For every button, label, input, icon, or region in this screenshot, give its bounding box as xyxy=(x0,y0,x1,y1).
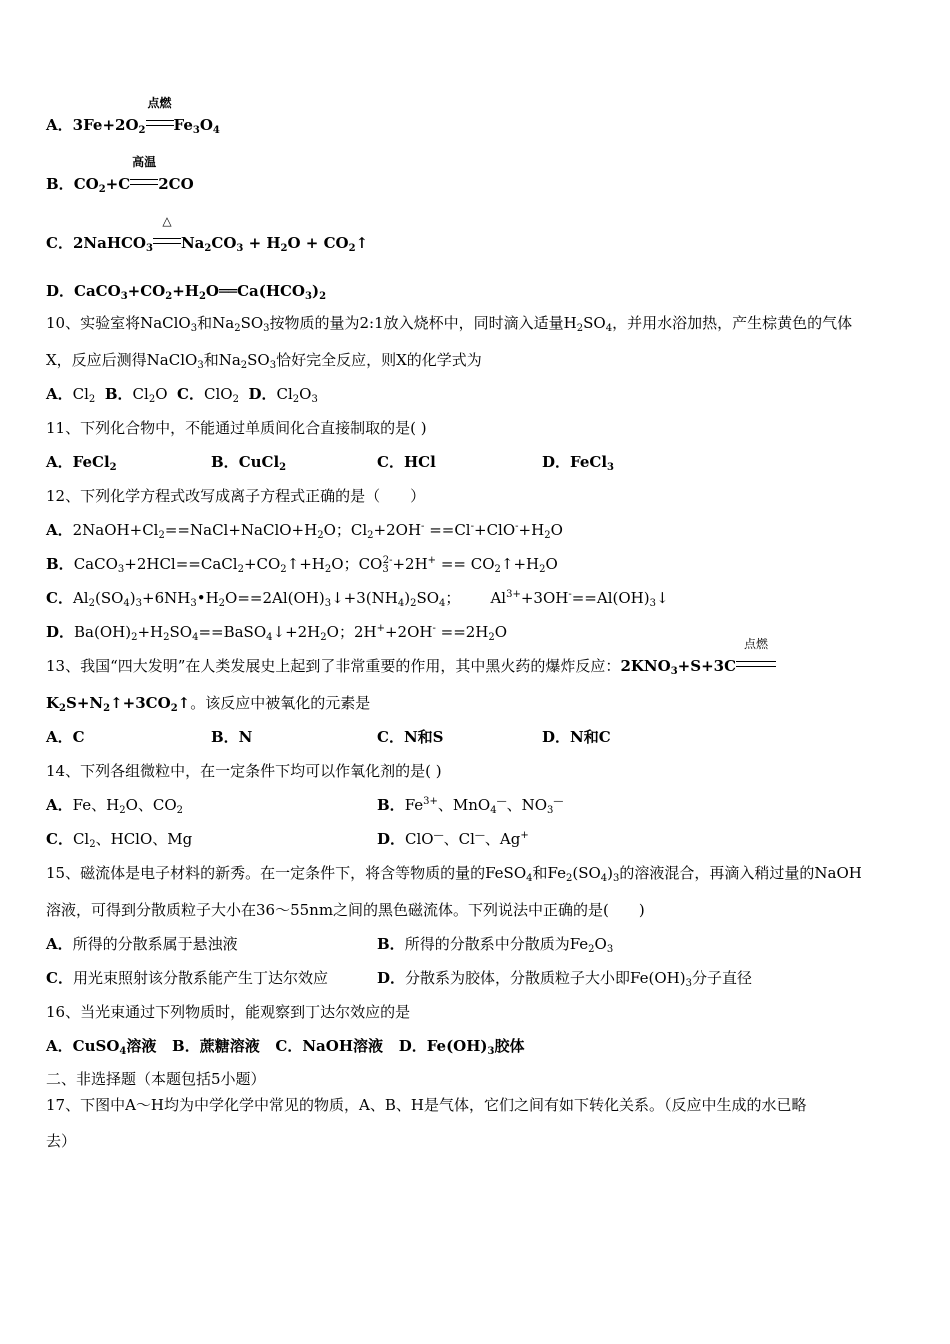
formula-text: 3Fe+2O xyxy=(72,116,139,134)
option-label: C． xyxy=(46,589,73,607)
option-label: D． xyxy=(542,453,571,471)
superscript: 3+ xyxy=(423,796,438,807)
formula-text: ↑+H xyxy=(500,555,540,573)
q13-option-a: A．C xyxy=(46,728,85,746)
formula-text: Cl xyxy=(72,830,90,848)
formula-text: +H xyxy=(172,282,199,300)
subscript: 3 xyxy=(613,873,620,884)
subscript: 2 xyxy=(279,462,287,473)
option-label: B． xyxy=(211,453,239,471)
subscript: 3 xyxy=(135,598,143,609)
superscript: — xyxy=(474,830,485,841)
reaction-condition xyxy=(736,637,776,676)
option-label: B． xyxy=(46,175,74,193)
subscript: 2 xyxy=(89,839,96,850)
q14-option-a xyxy=(46,795,183,815)
subscript: 3 xyxy=(649,598,656,609)
formula-text: CuCl xyxy=(238,453,280,471)
subscript: 3 xyxy=(670,666,678,677)
superscript: + xyxy=(427,555,437,566)
option-label: A． xyxy=(46,521,73,539)
formula-text: Fe(OH) xyxy=(426,1037,488,1055)
subscript: 3 xyxy=(606,944,614,955)
subscript: 2 xyxy=(131,632,138,643)
formula-text: Na xyxy=(180,234,205,252)
formula-text: SO xyxy=(416,589,440,607)
formula-text: 、NO xyxy=(506,796,548,814)
formula-text: Fe、H xyxy=(72,796,120,814)
subscript: 3 xyxy=(607,462,614,473)
subscript: 2 xyxy=(576,323,584,334)
stem-text: 10、实验室将NaClO xyxy=(46,314,191,332)
formula-text: ↑+H xyxy=(286,555,325,573)
formula-text: O xyxy=(545,555,558,573)
superscript: + xyxy=(376,623,385,634)
subscript: 4 xyxy=(605,323,613,334)
option-label: C． xyxy=(177,385,204,403)
subscript: 3 xyxy=(487,1046,495,1057)
reaction-condition xyxy=(146,96,174,135)
stem-text: ，并用水浴加热，产生棕黄色的气体 xyxy=(612,314,853,332)
subscript: 2 xyxy=(119,805,126,816)
formula-text: CO xyxy=(211,234,237,252)
formula-text: ==Al(OH) xyxy=(571,589,650,607)
reaction-condition xyxy=(130,155,158,194)
formula-text: ↑ xyxy=(355,234,369,252)
q11-option-d xyxy=(542,452,614,472)
formula-text: CaCO xyxy=(73,555,118,573)
option-text: 溶液 xyxy=(126,1037,157,1055)
formula-text: O==2Al(OH) xyxy=(225,589,325,607)
formula-text: O xyxy=(299,385,312,403)
q11-stem xyxy=(46,418,427,438)
q15-option-c xyxy=(46,968,328,988)
option-label: A． xyxy=(46,1037,73,1055)
subscript: 3 xyxy=(269,360,277,371)
superscript: - xyxy=(568,589,572,600)
condition-label: 高温 xyxy=(132,155,157,169)
stem-text: 恰好完全反应，则X的化学式为 xyxy=(276,351,482,369)
reaction-condition xyxy=(153,214,181,253)
stem-text: 和Fe xyxy=(532,864,566,882)
formula-text: +2OH xyxy=(373,521,422,539)
formula-text: 、Cl xyxy=(443,830,475,848)
formula-text: O xyxy=(205,282,219,300)
subscript: 3 xyxy=(263,323,270,334)
subscript: 2 xyxy=(218,598,226,609)
formula-text: + H xyxy=(243,234,281,252)
q15-option-b xyxy=(377,934,613,954)
formula-text: Cl xyxy=(132,385,149,403)
formula-text: ↓+2H xyxy=(272,623,321,641)
subscript: 4 xyxy=(212,125,220,136)
formula-text: +CO xyxy=(127,282,166,300)
option-label: A． xyxy=(46,935,73,953)
subscript: 4 xyxy=(600,873,608,884)
subscript: 3 xyxy=(311,394,318,405)
option-label: B． xyxy=(377,935,405,953)
subscript: 2 xyxy=(565,873,573,884)
q16-stem xyxy=(46,1002,410,1022)
q16-options xyxy=(46,1036,525,1056)
option-label: C． xyxy=(377,453,404,471)
formula-text: Cl xyxy=(276,385,293,403)
option-label: B． xyxy=(104,385,133,403)
formula-text: ==Cl xyxy=(424,521,471,539)
option-text: 所得的分散系属于悬浊液 xyxy=(72,935,238,953)
q16-option-b: B．蔗糖溶液 xyxy=(172,1037,260,1055)
equals-sign xyxy=(736,661,776,667)
q10-options xyxy=(46,384,318,404)
formula-text: +C xyxy=(105,175,131,193)
stem-text: 去） xyxy=(46,1132,77,1150)
stem-text: ) xyxy=(607,864,614,882)
stem-text: SO xyxy=(240,314,264,332)
subscript: 2 xyxy=(240,360,248,371)
condition-label: 点燃 xyxy=(147,96,172,110)
superscript: - xyxy=(470,521,474,532)
q10-stem-line1 xyxy=(46,313,852,333)
option-text: 分子直径 xyxy=(691,969,752,987)
option-label: B． xyxy=(46,555,74,573)
formula-text: ) xyxy=(129,589,136,607)
formula-text: +H xyxy=(137,623,164,641)
option-label: D． xyxy=(46,282,75,300)
section-title: 二、非选择题（本题包括5小题） xyxy=(46,1070,266,1088)
option-label: D． xyxy=(46,623,75,641)
formula-text: O xyxy=(550,521,563,539)
formula-text: +3OH xyxy=(520,589,569,607)
q9-option-c xyxy=(46,214,369,254)
stem-text: 12、下列化学方程式改写成离子方程式正确的是（ ） xyxy=(46,487,426,505)
stem-text: 16、当光束通过下列物质时，能观察到丁达尔效应的是 xyxy=(46,1003,411,1021)
formula-text: FeCl xyxy=(72,453,110,471)
subscript: 4 xyxy=(439,598,446,609)
q13-option-b: B．N xyxy=(211,728,253,746)
superscript: 2- xyxy=(382,555,393,566)
formula-text: +CO xyxy=(243,555,281,573)
formula-text: +2OH xyxy=(384,623,433,641)
subscript: 3 xyxy=(324,598,332,609)
subscript: 2 xyxy=(539,564,546,575)
formula-text: Fe xyxy=(173,116,193,134)
option-label: A． xyxy=(46,116,73,134)
option-label: D． xyxy=(398,1037,427,1055)
subscript: 2 xyxy=(59,703,67,714)
stem-text: SO xyxy=(583,314,606,332)
subscript: 3 xyxy=(117,564,125,575)
subscript: 3 xyxy=(382,564,389,575)
formula-text: +H xyxy=(518,521,545,539)
subscript: 2 xyxy=(488,632,495,643)
subscript: 3 xyxy=(190,598,197,609)
stem-text: 17、下图中A～H均为中学化学中常见的物质，A、B、H是气体，它们之间有如下转化关系。（反应中生成的水已略 xyxy=(46,1096,807,1114)
q10-stem-line2 xyxy=(46,350,482,370)
q9-option-b xyxy=(46,155,194,195)
formula-text: +2H xyxy=(392,555,428,573)
formula-text: Cl xyxy=(72,385,89,403)
formula-text: ) xyxy=(404,589,411,607)
subscript: 4 xyxy=(490,805,497,816)
formula-text: ； xyxy=(445,589,461,607)
stem-text: 13、我国“四大发明”在人类发展史上起到了非常重要的作用，其中黑火药的爆炸反应： xyxy=(46,657,621,675)
q15-option-a xyxy=(46,934,238,954)
subscript: 2 xyxy=(232,394,239,405)
subscript: 2 xyxy=(320,632,327,643)
subscript: 2 xyxy=(88,598,95,609)
formula-text: ClO xyxy=(405,830,434,848)
subscript: 2 xyxy=(324,564,332,575)
q15-stem-line1 xyxy=(46,863,862,883)
q13-stem-line1 xyxy=(46,637,776,677)
q15-option-d xyxy=(377,968,752,988)
formula-text: S+N xyxy=(66,694,104,712)
formula-text: O、CO xyxy=(125,796,177,814)
subscript: 2 xyxy=(103,703,111,714)
stem-text: 和Na xyxy=(203,351,241,369)
subscript: 2 xyxy=(280,564,287,575)
subscript: 2 xyxy=(98,184,106,195)
formula-text: O；Cl xyxy=(323,521,368,539)
formula-text: CuSO xyxy=(72,1037,120,1055)
subscript: 2 xyxy=(410,598,417,609)
equals-sign xyxy=(146,120,174,126)
q16-option-c: C．NaOH溶液 xyxy=(275,1037,384,1055)
formula-text: O；CO xyxy=(331,555,383,573)
superscript: - xyxy=(515,521,519,532)
formula-text: ↓ xyxy=(655,589,669,607)
q12-option-a xyxy=(46,520,563,540)
formula-text: +S+3C xyxy=(677,657,737,675)
subscript: 2 xyxy=(367,530,374,541)
stem-text: 。该反应中被氧化的元素是 xyxy=(190,694,371,712)
formula-text: SO xyxy=(169,623,193,641)
subscript: 2 xyxy=(163,632,170,643)
formula-text: O；2H xyxy=(326,623,377,641)
formula-text: Fe xyxy=(404,796,424,814)
subscript: 2 xyxy=(292,394,300,405)
subscript: 2 xyxy=(317,530,324,541)
q12-option-d xyxy=(46,622,507,642)
formula-text: FeCl xyxy=(570,453,608,471)
formula-text: O xyxy=(155,385,168,403)
formula-text: (SO xyxy=(94,589,124,607)
condition-label: △ xyxy=(162,214,172,228)
option-label: A． xyxy=(46,453,73,471)
subscript: 2 xyxy=(319,291,327,302)
stem-text: 14、下列各组微粒中，在一定条件下均可以作氧化剂的是( ) xyxy=(46,762,442,780)
subscript: 2 xyxy=(544,530,551,541)
formula-text: ↑+3CO xyxy=(110,694,171,712)
subscript: 2 xyxy=(348,243,356,254)
section-heading xyxy=(46,1069,266,1089)
q17-stem-line2 xyxy=(46,1131,76,1151)
formula-text: ) xyxy=(311,282,320,300)
formula-text: O + CO xyxy=(287,234,349,252)
subscript: 2 xyxy=(494,564,501,575)
option-text: O xyxy=(594,935,607,953)
formula-text: O xyxy=(494,623,508,641)
option-text: 胶体 xyxy=(494,1037,525,1055)
formula-text: 、HClO、Mg xyxy=(95,830,193,848)
subscript: 4 xyxy=(192,632,199,643)
option-label: A． xyxy=(46,796,73,814)
formula-text: 、Ag xyxy=(484,830,521,848)
superscript: — xyxy=(553,796,564,807)
subscript: 4 xyxy=(119,1046,127,1057)
formula-text: ==2H xyxy=(435,623,489,641)
formula-text: == CO xyxy=(436,555,495,573)
formula-text: K xyxy=(46,694,60,712)
stem-text: X，反应后测得NaClO xyxy=(46,351,198,369)
subscript: 2 xyxy=(165,291,173,302)
stem-text: (SO xyxy=(572,864,601,882)
subscript: 2 xyxy=(138,125,146,136)
superscript: — xyxy=(433,830,444,841)
subscript: 3 xyxy=(120,291,128,302)
subscript: 3 xyxy=(197,360,204,371)
q14-option-d xyxy=(377,829,529,849)
q14-option-b xyxy=(377,795,563,815)
formula-text: 2NaOH+Cl xyxy=(72,521,159,539)
subscript: 2 xyxy=(148,394,156,405)
equals-sign xyxy=(153,238,181,244)
q15-stem-line2 xyxy=(46,900,645,920)
subscript: 2 xyxy=(109,462,117,473)
option-label: C． xyxy=(46,830,73,848)
option-label: A． xyxy=(46,385,73,403)
subscript: 3 xyxy=(547,805,554,816)
option-label: D． xyxy=(377,830,406,848)
formula-text: 2NaHCO xyxy=(72,234,146,252)
subscript: 2 xyxy=(237,564,244,575)
superscript: + xyxy=(520,830,529,841)
formula-text: ClO xyxy=(204,385,233,403)
formula-text: O xyxy=(199,116,213,134)
stem-text: 溶液，可得到分散质粒子大小在36～55nm之间的黑色磁流体。下列说法中正确的是( ) xyxy=(46,901,645,919)
q9-option-d xyxy=(46,281,326,301)
formula-text: CaCO xyxy=(74,282,121,300)
formula-text: 、MnO xyxy=(437,796,491,814)
stem-text: 11、下列化合物中，不能通过单质间化合直接制取的是( ) xyxy=(46,419,427,437)
superscript: 3+ xyxy=(506,589,521,600)
formula-text: HCl xyxy=(403,453,436,471)
subscript: 2 xyxy=(280,243,288,254)
option-text: 分散系为胶体，分散质粒子大小即Fe(OH) xyxy=(405,969,686,987)
stem-text: 按物质的量为2:1放入烧杯中，同时滴入适量H xyxy=(269,314,577,332)
superscript: - xyxy=(432,623,436,634)
subscript: 2 xyxy=(234,323,241,334)
subscript: 4 xyxy=(123,598,130,609)
formula-text: Ba(OH) xyxy=(74,623,132,641)
q14-option-c xyxy=(46,829,192,849)
formula-text: +ClO xyxy=(474,521,516,539)
option-label: C． xyxy=(46,234,73,252)
subscript: 4 xyxy=(266,632,273,643)
formula-text: CO xyxy=(73,175,99,193)
q17-stem-line1 xyxy=(46,1095,806,1115)
stem-text: SO xyxy=(247,351,270,369)
option-text: 用光束照射该分散系能产生丁达尔效应 xyxy=(72,969,328,987)
formula-text: ↑ xyxy=(177,694,191,712)
q11-option-b xyxy=(211,452,286,472)
q11-option-c xyxy=(377,452,436,472)
q13-option-d: D．N和C xyxy=(542,728,611,746)
q12-stem xyxy=(46,486,425,506)
equals-sign xyxy=(130,179,158,185)
option-label: D． xyxy=(248,385,277,403)
formula-text: ↓+3(NH xyxy=(331,589,398,607)
formula-text: Ca(HCO xyxy=(237,282,305,300)
q13-stem-line2 xyxy=(46,693,370,713)
formula-text: ==NaCl+NaClO+H xyxy=(164,521,318,539)
q13-option-c: C．N和S xyxy=(377,728,444,746)
stem-text: 15、磁流体是电子材料的新秀。在一定条件下，将含等物质的量的FeSO xyxy=(46,864,527,882)
option-label: D． xyxy=(377,969,406,987)
q11-option-a xyxy=(46,452,117,472)
subscript: 3 xyxy=(236,243,244,254)
subscript: 2 xyxy=(88,394,96,405)
subscript: 3 xyxy=(305,291,312,302)
condition-label: 点燃 xyxy=(744,637,769,651)
formula-text: ==BaSO xyxy=(198,623,267,641)
formula-text: Al xyxy=(490,589,507,607)
subscript: 3 xyxy=(190,323,198,334)
q14-stem xyxy=(46,761,442,781)
subscript: 2 xyxy=(176,805,184,816)
formula-text: +2HCl==CaCl xyxy=(124,555,238,573)
q9-option-a xyxy=(46,96,220,136)
subscript: 3 xyxy=(146,243,153,254)
formula-text: +6NH xyxy=(142,589,191,607)
formula-text: 2KNO xyxy=(620,657,671,675)
subscript: 2 xyxy=(588,944,595,955)
subscript: 4 xyxy=(397,598,405,609)
subscript: 3 xyxy=(192,125,200,136)
stem-text: 的溶液混合，再滴入稍过量的NaOH xyxy=(619,864,862,882)
option-text: 所得的分散系中分散质为Fe xyxy=(404,935,589,953)
option-label: C． xyxy=(46,969,73,987)
subscript: 3 xyxy=(685,978,692,989)
superscript: - xyxy=(421,521,425,532)
equals-sign: ══ xyxy=(219,282,238,300)
formula-text: 2CO xyxy=(158,175,194,193)
formula-text: •H xyxy=(196,589,219,607)
subscript: 2 xyxy=(158,530,165,541)
subscript: 2 xyxy=(198,291,206,302)
subscript: 2 xyxy=(170,703,178,714)
option-label: B． xyxy=(377,796,405,814)
subscript: 4 xyxy=(526,873,533,884)
superscript: — xyxy=(496,796,507,807)
stem-text: 和Na xyxy=(197,314,235,332)
q12-option-c xyxy=(46,588,669,608)
subscript: 2 xyxy=(204,243,212,254)
formula-text: Al xyxy=(72,589,89,607)
q12-option-b xyxy=(46,554,558,574)
